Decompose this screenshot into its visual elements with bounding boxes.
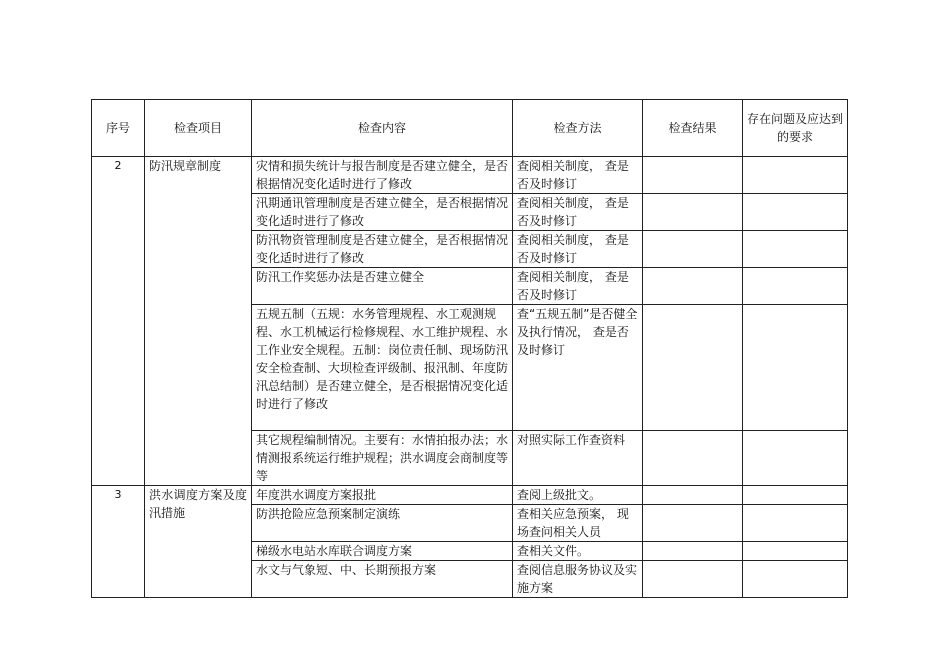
table-row: [92, 157, 848, 194]
method-cell: 查相关应急预案， 现场查问相关人员: [513, 505, 643, 542]
result-cell[interactable]: [643, 561, 743, 598]
result-cell[interactable]: [643, 486, 743, 505]
content-cell: 其它规程编制情况。主要有：水情拍报办法；水情测报系统运行维护规程；洪水调度会商制度等等: [252, 431, 513, 486]
method-cell: 查阅上级批文。: [513, 486, 643, 505]
method-cell: 查阅信息服务协议及实施方案: [513, 561, 643, 598]
issues-cell[interactable]: [743, 194, 848, 231]
content-cell: 五规五制（五规：水务管理规程、水工观测规程、水工机械运行检修规程、水工维护规程、水工作业安全规程。五制：岗位责任制、现场防汛安全检查制、大坝检查评级制、报汛制、年度防汛总结制）是否建立健全，是否根据情况变化适时进行了修改: [252, 305, 513, 431]
method-cell: 查阅相关制度， 查是否及时修订: [513, 194, 643, 231]
header-row: [92, 100, 848, 157]
issues-cell[interactable]: [743, 542, 848, 561]
section-item: 防汛规章制度: [145, 157, 252, 486]
result-cell[interactable]: [643, 268, 743, 305]
header-method: 检查方法: [513, 100, 643, 157]
content-cell: 年度洪水调度方案报批: [252, 486, 513, 505]
content-cell: 梯级水电站水库联合调度方案: [252, 542, 513, 561]
issues-cell[interactable]: [743, 431, 848, 486]
content-cell: 防汛物资管理制度是否建立健全，是否根据情况变化适时进行了修改: [252, 231, 513, 268]
table-row: [92, 486, 848, 505]
result-cell[interactable]: [643, 505, 743, 542]
header-issues-line1: 存在问题及应达到: [747, 112, 844, 126]
issues-cell[interactable]: [743, 561, 848, 598]
result-cell[interactable]: [643, 431, 743, 486]
section-number: 2: [92, 157, 145, 486]
method-cell: 查相关文件。: [513, 542, 643, 561]
issues-cell[interactable]: [743, 268, 848, 305]
issues-cell[interactable]: [743, 231, 848, 268]
method-cell: 对照实际工作查资料: [513, 431, 643, 486]
result-cell[interactable]: [643, 157, 743, 194]
content-cell: 水文与气象短、中、长期预报方案: [252, 561, 513, 598]
result-cell[interactable]: [643, 305, 743, 431]
method-cell: 查阅相关制度， 查是否及时修订: [513, 268, 643, 305]
content-cell: 灾情和损失统计与报告制度是否建立健全，是否根据情况变化适时进行了修改: [252, 157, 513, 194]
result-cell[interactable]: [643, 542, 743, 561]
method-cell: 查“五规五制”是否健全及执行情况， 查是否及时修订: [513, 305, 643, 431]
issues-cell[interactable]: [743, 305, 848, 431]
issues-cell[interactable]: [743, 486, 848, 505]
content-cell: 汛期通讯管理制度是否建立健全，是否根据情况变化适时进行了修改: [252, 194, 513, 231]
header-seq: 序号: [92, 100, 145, 157]
header-result: 检查结果: [643, 100, 743, 157]
result-cell[interactable]: [643, 231, 743, 268]
issues-cell[interactable]: [743, 505, 848, 542]
result-cell[interactable]: [643, 194, 743, 231]
issues-cell[interactable]: [743, 157, 848, 194]
method-cell: 查阅相关制度， 查是否及时修订: [513, 231, 643, 268]
section-item: 洪水调度方案及度汛措施: [145, 486, 252, 598]
inspection-table: [91, 99, 848, 598]
header-issues: [743, 100, 848, 157]
content-cell: 防洪抢险应急预案制定演练: [252, 505, 513, 542]
header-content: 检查内容: [252, 100, 513, 157]
section-number: 3: [92, 486, 145, 598]
header-issues-line2: 的要求: [776, 130, 813, 144]
header-item: 检查项目: [145, 100, 252, 157]
content-cell: 防汛工作奖惩办法是否建立健全: [252, 268, 513, 305]
method-cell: 查阅相关制度， 查是否及时修订: [513, 157, 643, 194]
